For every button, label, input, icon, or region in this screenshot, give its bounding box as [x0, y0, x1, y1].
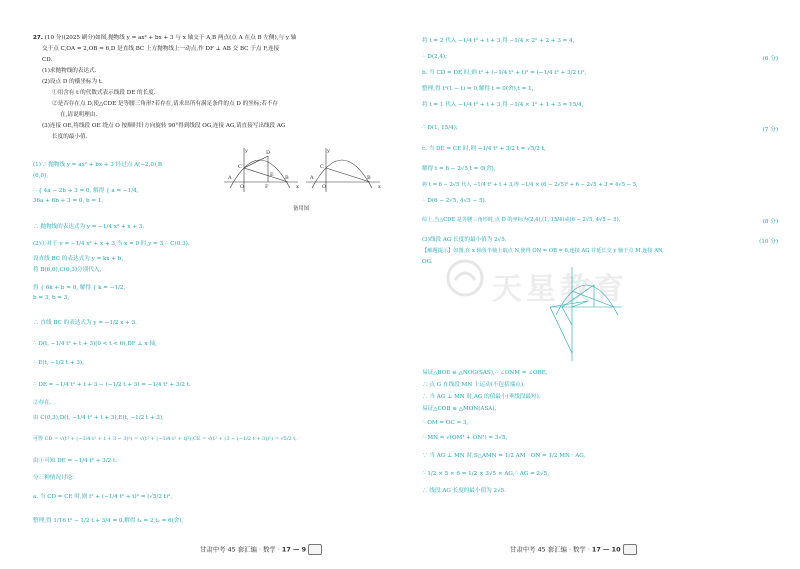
answer-line-17: 可得 CD = √(t² + (−1/4 t² + t + 3 − 3)²) = √(t² + (−1/4 t² + t)²),CE = √(t² + (3 − (−1/2 t + 3))²) = √5/2 t,: [33, 436, 297, 442]
fig2-label-o: O: [322, 184, 327, 190]
r-answer-line-7: c. 当 DE = CE 时,则 −1/4 t² + 3/2 t = √5/2 t,: [422, 146, 546, 152]
answer-line-4: 36a + 6b + 3 = 0, b = 1,: [33, 198, 104, 204]
fig2-label-a: A: [310, 175, 314, 181]
score-7: (7 分): [762, 127, 778, 133]
fig2-label-c: C: [320, 164, 324, 170]
footer-left: 甘肃中考 45 套汇编 · 数学 · 17 — 9: [200, 544, 322, 555]
question-line-5: (2)设点 D 的横坐标为 t.: [42, 79, 103, 85]
answer-line-1: (1)∵ 抛物线 y = ax² + bx + 3 经过点 A(−2,0),B: [33, 162, 162, 168]
answer-line-7: 设直线 BC 的表达式为 y = kx + b,: [33, 256, 124, 262]
watermark-text: 天星教育: [492, 272, 628, 307]
figure-caption: 备用图: [293, 206, 310, 212]
logo-icon: [308, 544, 322, 555]
r-answer-line-8: 解得 t = 6 − 2√5,t = 0(舍),: [422, 166, 496, 172]
r-sol-line-9: ∴ 线段 AG 长度的最小值为 2√5.: [422, 488, 507, 494]
question-line-9: (3)连接 OE,将线段 OE 绕点 O 按顺时针方向旋转 90°得到线段 OG,连接 AG,请直接写出线段 AG: [42, 123, 286, 129]
r-sol-line-1: 易证△BOE ≌ △NOG(SAS),∴ ∠ONM = ∠OBE,: [422, 370, 548, 376]
r-answer-line-12: (3)线段 AG 长度的最小值为 2√5.: [422, 237, 507, 243]
score-8: (8 分): [762, 219, 778, 225]
score-10: (10 分): [759, 239, 778, 245]
r-answer-line-13: 【解题提示】如图,在 x 轴负半轴上取点 N,使得 ON = OB = 6,连接 AG 并延长交 y 轴于点 M,连接 AN,: [422, 248, 664, 254]
answer-line-19: 分三种情况讨论:: [33, 475, 75, 481]
answer-line-18: 由①可知 DE = −1/4 t² + 3/2 t.: [33, 458, 117, 464]
answer-line-20: a. 当 CD = CE 时,则 t² + (−1/4 t² + t)² = (√5/2 t)²,: [33, 494, 173, 500]
fig2-label-y: y: [327, 148, 330, 154]
r-answer-line-2: ∴ D(2,4);: [422, 54, 447, 60]
r-answer-line-9: 将 t = 6 − 2√5 代入 −1/4 t² + t + 3,得 −1/4 × (6 − 2√5)² + 6 − 2√5 + 3 = 4√5 − 5,: [422, 182, 638, 188]
answer-line-13: ∴ E(t, −1/2 t + 3),: [33, 360, 84, 366]
r-answer-line-14: OG.: [422, 259, 433, 265]
fig-label-d: D: [266, 150, 271, 156]
answer-line-14: ∴ DE = −1/4 t² + t + 3 − (−1/2 t + 3) = −1/4 t² + 3/2 t.: [33, 382, 191, 388]
right-page: [400, 0, 800, 569]
r-sol-line-6: ∴ MN = √(OM² + ON²) = 3√5,: [422, 435, 508, 441]
question-line-7: ②是否存在点 D,使△CDE 是等腰三角形?若存在,请求出所有满足条件的点 D 的坐标;若不存: [52, 101, 279, 107]
r-answer-line-11: 综上,当△CDE 是等腰三角形时,点 D 的坐标为(2,4),(1, 15/4)或(6 − 2√5, 4√5 − 5).: [422, 217, 621, 223]
r-answer-line-5: 将 t = 1 代入 −1/4 t² + t + 3,得 −1/4 × 1² + 1 + 3 = 15/4,: [422, 102, 584, 108]
answer-line-11: ∴ 直线 BC 的表达式为 y = −1/2 x + 3.: [33, 320, 137, 326]
fig-label-a: A: [228, 175, 232, 181]
fig2-label-b: B: [367, 175, 371, 181]
r-answer-line-6: ∴ D(1, 15/4);: [422, 125, 458, 131]
r-answer-line-10: ∴ D(6 − 2√5, 4√5 − 5).: [422, 198, 487, 204]
r-sol-line-7: ∵ 当 AG ⊥ MN 时,S△AMN = 1/2 AM · ON = 1/2 MN · AG,: [422, 453, 586, 459]
fig-label-y: y: [245, 148, 248, 154]
solution-figure: [548, 265, 624, 363]
answer-line-8: 将 B(6,0),C(0,3)分别代入,: [33, 267, 102, 273]
figure-2: [306, 148, 380, 192]
answer-line-2: (6,0),: [33, 173, 49, 179]
score-6: (6 分): [762, 56, 778, 62]
logo-icon: [623, 544, 637, 555]
figure-1: [224, 148, 298, 192]
answer-line-3: ∴ { 4a − 2b + 3 = 0, 解得 { a = −1/4,: [33, 188, 139, 194]
r-sol-line-3: ∴ 当 AG ⊥ MN 时,AG 的值最小(垂线段最短).: [422, 394, 541, 400]
fig-label-x: x: [296, 184, 299, 190]
answer-line-6: (2)①对于 y = −1/4 x² + x + 3,当 x = 0 时,y = 3,∴ C(0,3).: [33, 241, 190, 247]
r-sol-line-8: ∴ 1/2 × 5 × 6 = 1/2 × 3√5 × AG,∴ AG = 2√5,: [422, 471, 549, 477]
question-number: 27.: [33, 35, 43, 41]
fig2-label-x: x: [378, 184, 381, 190]
question-line-10: 长度的最小值.: [52, 134, 88, 140]
question-line-6: ①用含有 t 的代数式表示线段 DE 的长度.: [52, 90, 156, 96]
fig-label-f: F: [265, 184, 269, 190]
r-answer-line-3: b. 当 CD = DE 时,则 t² + (−1/4 t² + t)² = (−1/4 t² + 3/2 t)²,: [422, 70, 587, 76]
answer-line-12: ∴ D(t, −1/4 t² + t + 3)(0 < t < 6),DF ⊥ x 轴,: [33, 341, 157, 347]
question-line-4: (1)求抛物线的表达式.: [42, 68, 97, 74]
answer-line-15: ②存在.: [33, 400, 52, 406]
watermark-logo-icon: [445, 258, 485, 298]
answer-line-16: 由 C(0,3),D(t, −1/4 t² + t + 3),E(t, −1/2 t + 3),: [33, 415, 164, 421]
answer-line-21: 整理,得 1/16 t² − 1/2 t + 3/4 = 0,解得 t₁ = 2,t₂ = 6(舍),: [33, 518, 184, 524]
r-sol-line-2: ∴ 点 G 在线段 MN 上运动(不包括端点).: [422, 382, 525, 388]
question-line-2: 交于点 C,OA = 2,OB = 6,D 是直线 BC 上方抛物线上一动点,作 DF ⊥ AB 交 BC 于点 F,连接: [42, 46, 280, 52]
answer-line-9: 得 { 6k + b = 0, 解得 { k = −1/2,: [33, 285, 126, 291]
answer-line-10: b = 3, b = 3,: [33, 295, 70, 301]
parabola-figures: [222, 146, 384, 194]
fig-label-b: B: [285, 175, 289, 181]
answer-line-5: ∴ 抛物线的表达式为 y = −1/4 x² + x + 3.: [33, 224, 145, 230]
fig-label-o: O: [240, 184, 245, 190]
r-sol-line-4: 易证△COB ≌ △MON(ASA),: [422, 406, 497, 412]
question-line-3: CD.: [42, 57, 53, 63]
r-sol-line-5: ∴ OM = OC = 3,: [422, 420, 469, 426]
footer-right: 甘肃中考 45 套汇编 · 数学 · 17 — 10: [510, 544, 637, 555]
question-line-1: 27. (10 分)(2025 刷分)如图,抛物线 y = ax² + bx + 3 与 x 轴交于 A,B 两点(点 A 在点 B 左侧),与 y 轴: [33, 35, 297, 41]
r-answer-line-1: 将 t = 2 代入 −1/4 t² + t + 3,得 −1/4 × 2² + 2 + 3 = 4,: [422, 38, 575, 44]
fig-label-c: C: [238, 164, 242, 170]
question-line-8: 在,请说明理由.: [60, 112, 98, 118]
fig-label-e: E: [270, 172, 274, 178]
r-answer-line-4: 整理,得 t²(1 − t) = 0,解得 t = 0(舍),t = 1,: [422, 86, 534, 92]
